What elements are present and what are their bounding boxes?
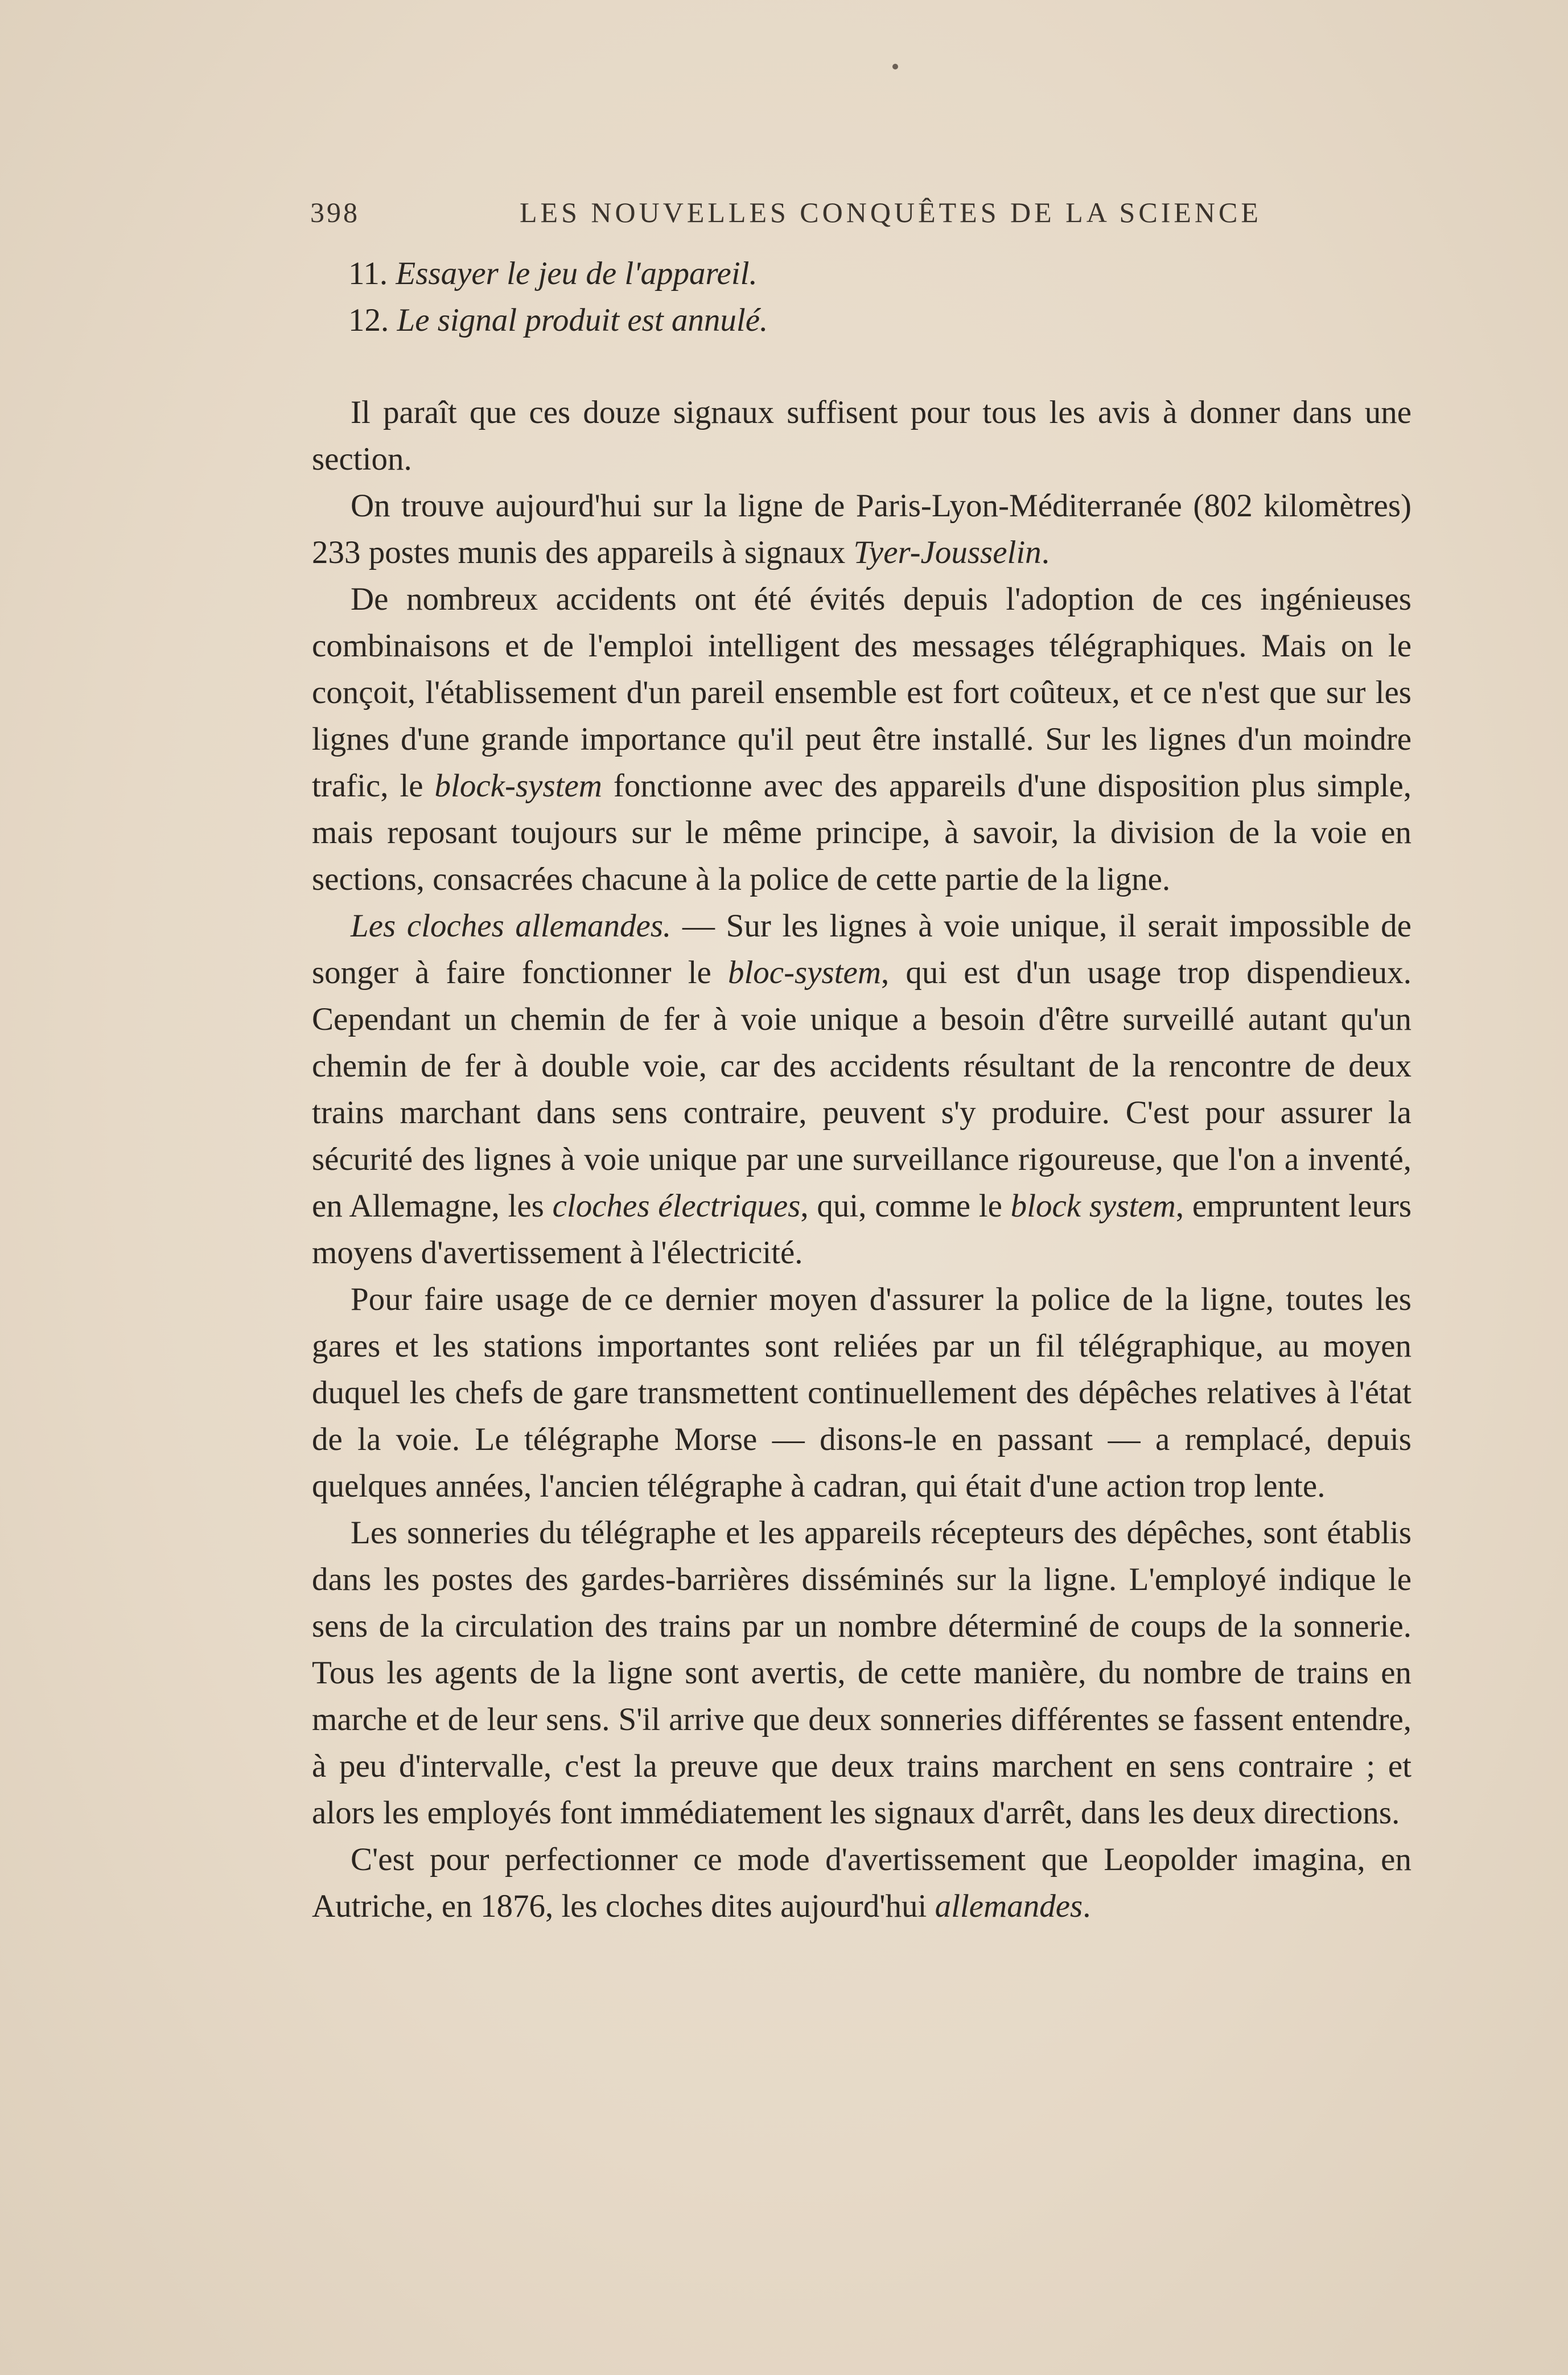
list-item: 12. Le signal produit est annulé. xyxy=(348,302,768,338)
paragraph: Pour faire usage de ce dernier moyen d'assurer la police de la ligne, toutes les gares et les stations importantes sont reliées par un fil télégraphique, au moyen duquel les chefs de gare transmettent continuellement des dépêches relatives à l'état de la voie. Le télégraphe Morse — disons-le en passant — a remplacé, depuis quelques années, l'ancien télégraphe à cadran, qui était d'une action trop lente. xyxy=(312,1281,1411,1504)
page-number: 398 xyxy=(310,196,360,228)
section-heading: Les cloches allemandes. xyxy=(351,908,672,944)
speck xyxy=(892,64,898,69)
list-item: 11. Essayer le jeu de l'appareil. xyxy=(348,256,758,291)
paragraph: Les sonneries du télégraphe et les appareils récepteurs des dépêches, sont établis dans les postes des gardes-barrières disséminés sur la ligne. L'employé indique le sens de la circulation des trains par un nombre déterminé de coups de la sonnerie. Tous les agents de la ligne sont avertis, de cette manière, du nombre de trains en marche et de leur sens. S'il arrive que deux sonneries différentes se fassent entendre, à peu d'intervalle, c'est la preuve que deux trains marchent en sens contraire ; et alors les employés font immédiatement les signaux d'arrêt, dans les deux directions. xyxy=(312,1515,1411,1831)
paragraph: On trouve aujourd'hui sur la ligne de Paris-Lyon-Méditerranée (802 kilomètres) 233 postes munis des appareils à signaux Tyer-Jousselin. xyxy=(312,488,1411,570)
paragraph: Il paraît que ces douze signaux suffisent pour tous les avis à donner dans une section. xyxy=(312,395,1411,477)
paragraph: C'est pour perfectionner ce mode d'avertissement que Leopolder imagina, en Autriche, en 1876, les cloches dites aujourd'hui allemandes. xyxy=(312,1842,1411,1924)
paragraph: De nombreux accidents ont été évités depuis l'adoption de ces ingénieuses combinaisons et de l'emploi intelligent des messages télégraphiques. Mais on le conçoit, l'établissement d'un pareil ensemble est fort coûteux, et ce n'est que sur les lignes d'une grande importance qu'il peut être installé. Sur les lignes d'un moindre trafic, le block-system fonctionne avec des appareils d'une disposition plus simple, mais reposant toujours sur le même principe, à savoir, la division de la voie en sections, consacrées chacune à la police de cette partie de la ligne. xyxy=(312,581,1412,897)
section-paragraph: Les cloches allemandes. — Sur les lignes à voie unique, il serait impossible de songer à faire fonctionner le bloc-system, qui est d'un usage trop dispendieux. Cependant un chemin de fer à voie unique a besoin d'être surveillé autant qu'un chemin de fer à double voie, car des accidents résultant de la rencontre de deux trains marchant dans sens contraire, peuvent s'y produire. C'est pour assurer la sécurité des lignes à voie unique par une surveillance rigoureuse, que l'on a inventé, en Allemagne, les cloches électriques, qui, comme le block system, empruntent leurs moyens d'avertissement à l'électricité. xyxy=(312,908,1412,1271)
page-body xyxy=(312,250,1411,1930)
running-title: LES NOUVELLES CONQUÊTES DE LA SCIENCE xyxy=(520,196,1262,228)
